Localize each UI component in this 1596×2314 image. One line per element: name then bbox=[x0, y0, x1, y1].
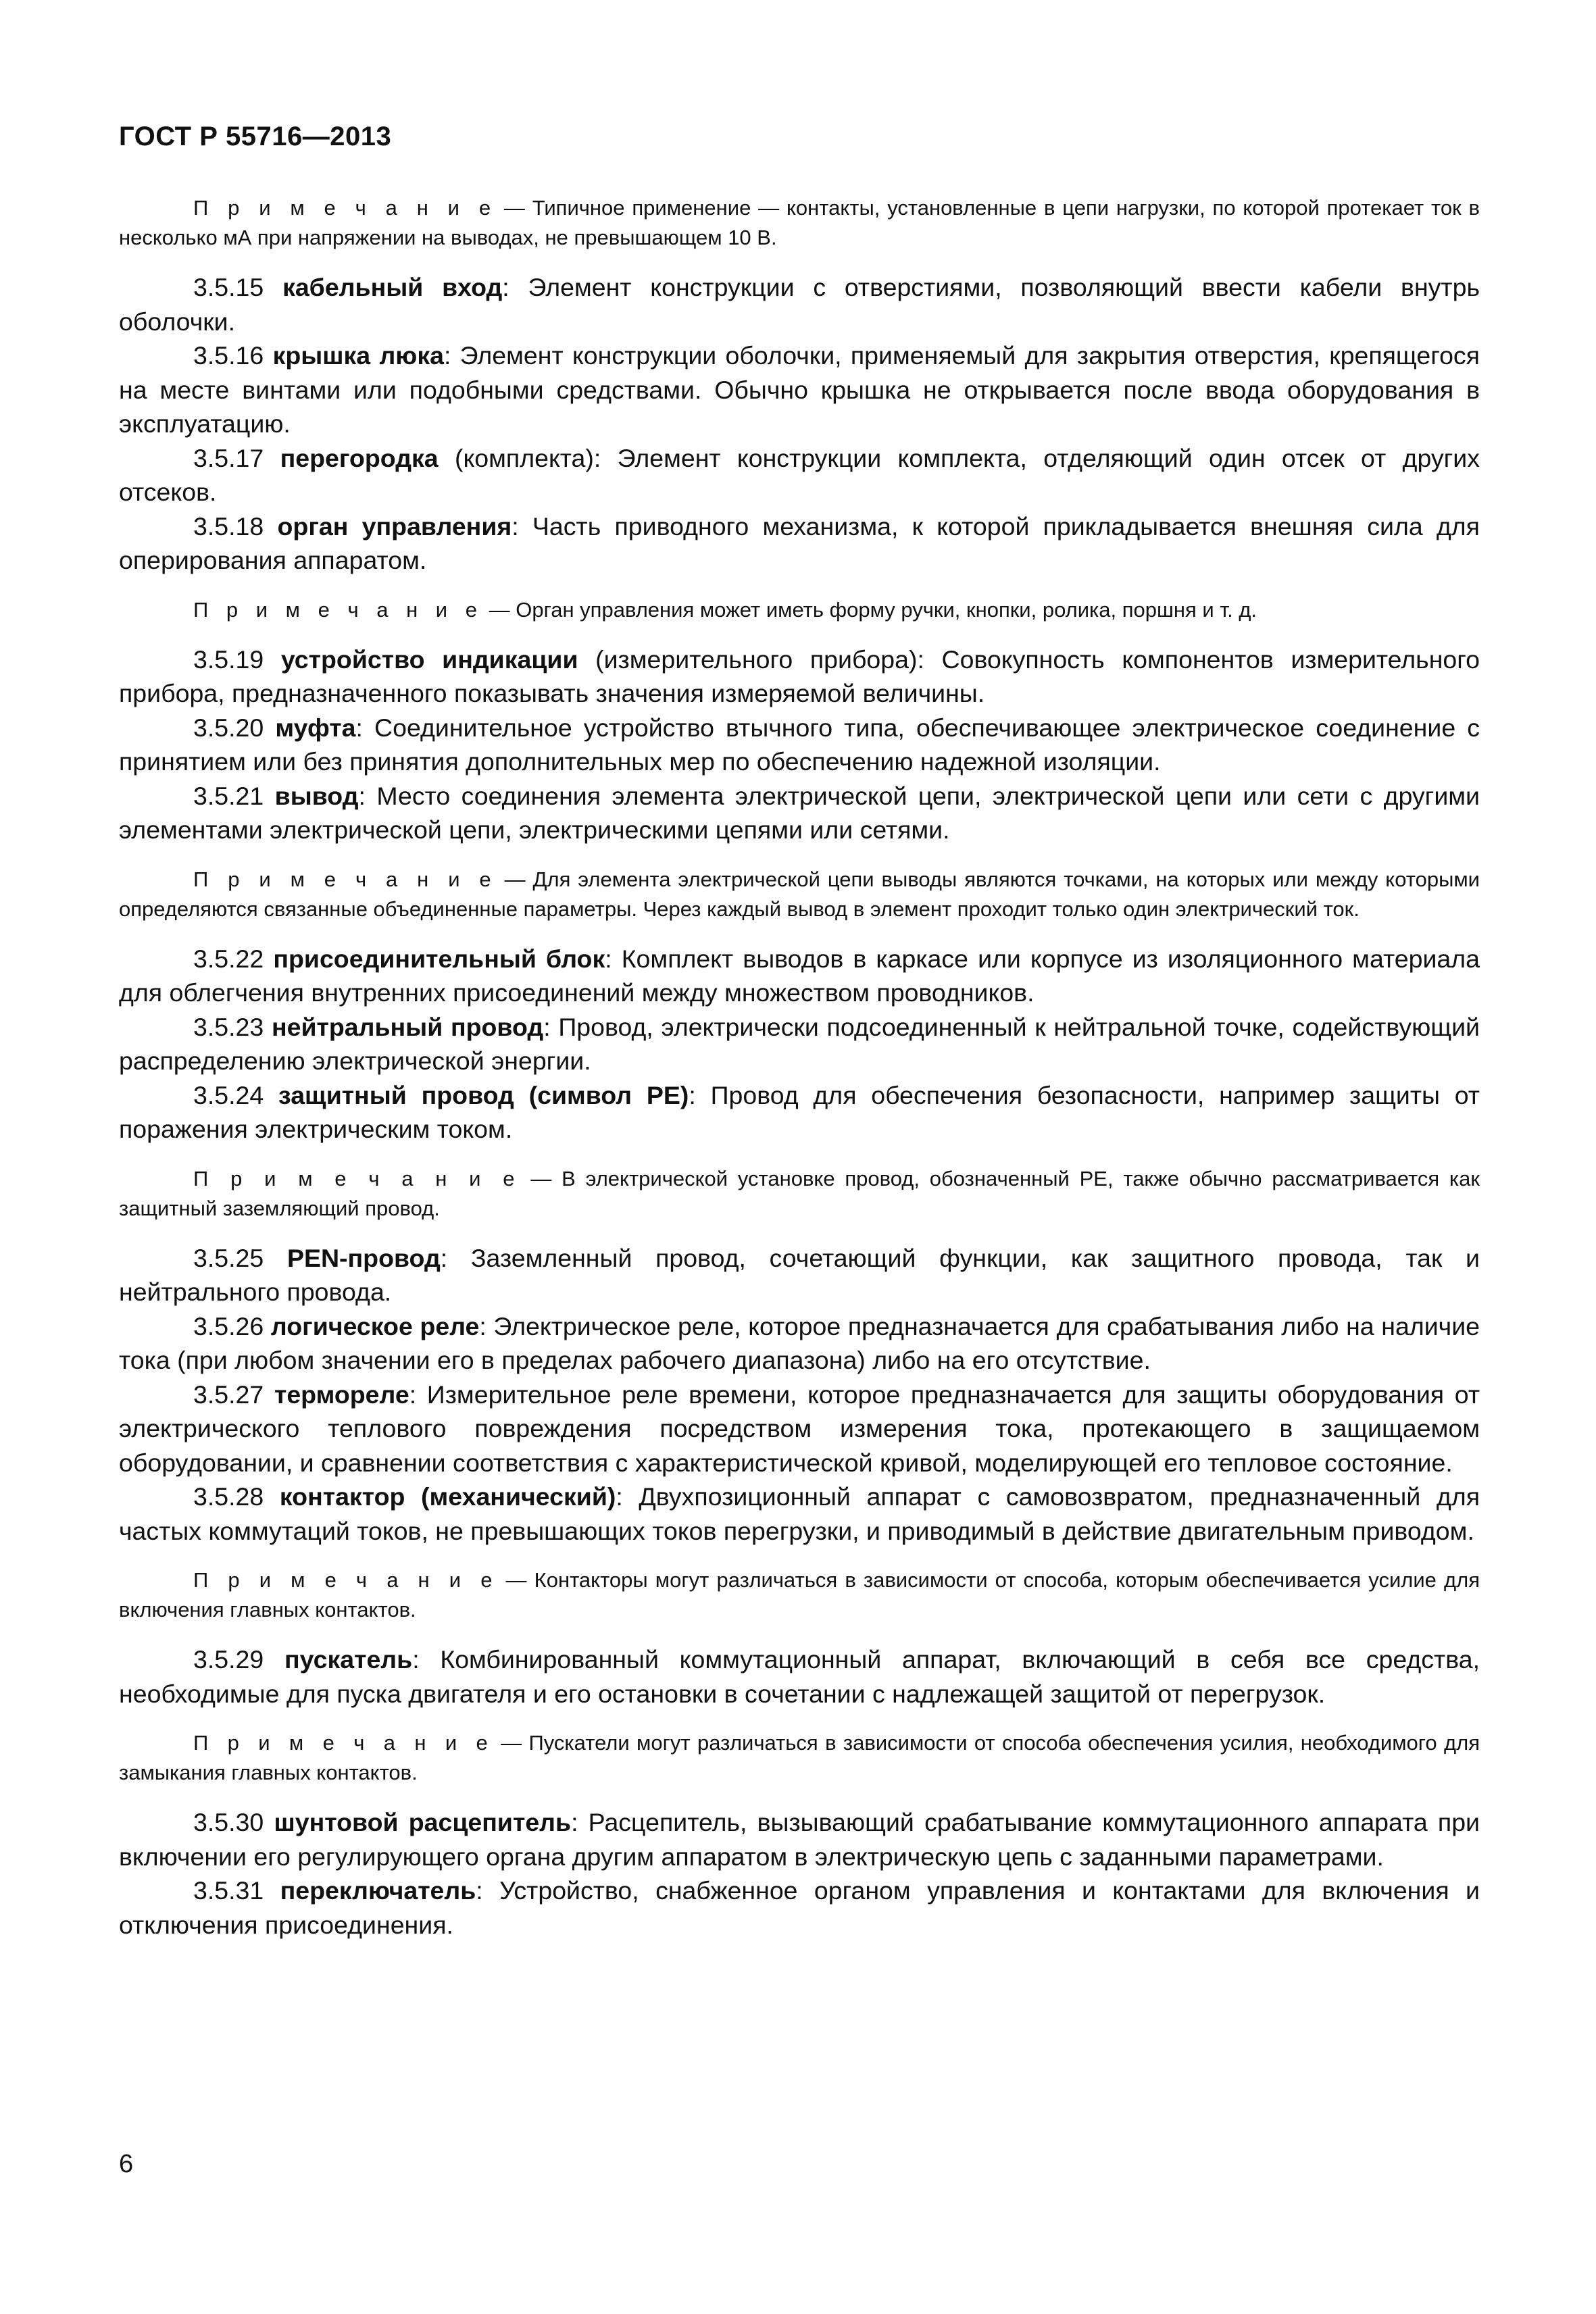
note-label: П р и м е ч а н и е bbox=[193, 1166, 521, 1190]
note-dash: — bbox=[520, 1166, 562, 1190]
term-number: 3.5.26 bbox=[193, 1311, 264, 1340]
term-definition bbox=[119, 1378, 1480, 1480]
term-definition bbox=[119, 1309, 1480, 1378]
term-number: 3.5.15 bbox=[193, 273, 264, 301]
note-text: Орган управления может иметь форму ручки, кнопки, ролика, поршня и т. д. bbox=[516, 597, 1257, 622]
term-definition bbox=[119, 338, 1480, 441]
term-text: : Расцепитель, вызывающий срабатывание коммутационного аппарата при включении его регулирующего органа другим аппаратом в электрическую цепь с заданными параметрами. bbox=[119, 1808, 1480, 1871]
term-number: 3.5.22 bbox=[193, 944, 264, 973]
term-title: логическое реле bbox=[270, 1311, 480, 1340]
note-label: П р и м е ч а н и е bbox=[193, 867, 497, 891]
term-definition bbox=[119, 1642, 1480, 1711]
term-definition bbox=[119, 711, 1480, 779]
note-dash: — bbox=[493, 1731, 529, 1755]
note-text: Пускатели могут различаться в зависимости от способа обеспечения усилия, необходимого для замыкания главных контактов. bbox=[119, 1731, 1480, 1784]
term-text: : Элемент конструкции с отверстиями, позволяющий ввести кабели внутрь оболочки. bbox=[119, 273, 1480, 336]
term-definition bbox=[119, 1480, 1480, 1548]
term-title: термореле bbox=[274, 1380, 409, 1409]
term-definition bbox=[119, 1078, 1480, 1147]
note-text: В электрической установке провод, обозначенный РЕ, также обычно рассматривается как защитный заземляющий провод. bbox=[119, 1166, 1480, 1220]
term-text: : Измерительное реле времени, которое предназначается для защиты оборудования от электрического теплового повреждения посредством измерения тока, протекающего в защищаемом оборудовании, и сравнении соответствия с характеристической кривой, моделирующей его тепловое состояние. bbox=[119, 1380, 1480, 1477]
term-title: нейтральный провод bbox=[271, 1012, 544, 1041]
term-text: (измерительного прибора): Совокупность компонентов измерительного прибора, предназначенного показывать значения измеряемой величины. bbox=[119, 645, 1480, 707]
term-number: 3.5.28 bbox=[193, 1482, 264, 1511]
term-title: муфта bbox=[275, 713, 356, 742]
term-text: : Провод, электрически подсоединенный к нейтральной точке, содействующий распределению электрической энергии. bbox=[119, 1012, 1480, 1075]
document-body bbox=[119, 193, 1480, 1942]
term-title: устройство индикации bbox=[280, 645, 578, 674]
note-label: П р и м е ч а н и е bbox=[193, 1731, 494, 1755]
term-title: орган управления bbox=[277, 511, 512, 540]
note-label: П р и м е ч а н и е bbox=[193, 597, 483, 622]
term-text: : Комплект выводов в каркасе или корпусе из изоляционного материала для облегчения внутренних присоединений между множеством проводников. bbox=[119, 944, 1480, 1007]
term-definition bbox=[119, 942, 1480, 1010]
term-text: : Элемент конструкции оболочки, применяемый для закрытия отверстия, крепящегося на месте винтами или подобными средствами. Обычно крышка не открывается после ввода оборудования в эксплуатацию. bbox=[119, 341, 1480, 438]
term-text: : Соединительное устройство втычного типа, обеспечивающее электрическое соединение с принятием или без принятия дополнительных мер по обеспечению надежной изоляции. bbox=[119, 713, 1480, 776]
term-text: : Двухпозиционный аппарат с самовозвратом, предназначенный для частых коммутаций токов, не превышающих токов перегрузки, и приводимый в действие двигательным приводом. bbox=[119, 1482, 1480, 1545]
note bbox=[119, 1565, 1480, 1625]
term-text: : Часть приводного механизма, к которой прикладывается внешняя сила для оперирования аппаратом. bbox=[119, 511, 1480, 574]
term-title: крышка люка bbox=[272, 341, 444, 370]
term-number: 3.5.17 bbox=[193, 443, 264, 472]
term-number: 3.5.24 bbox=[193, 1080, 264, 1109]
term-definition bbox=[119, 1241, 1480, 1309]
term-title: контактор (механический) bbox=[279, 1482, 616, 1511]
term-definition bbox=[119, 1010, 1480, 1078]
term-number: 3.5.31 bbox=[193, 1876, 264, 1905]
term-number: 3.5.20 bbox=[193, 713, 264, 742]
term-title: шунтовой расцепитель bbox=[274, 1808, 572, 1836]
note bbox=[119, 1728, 1480, 1788]
term-title: PEN-провод bbox=[286, 1243, 441, 1272]
term-title: пускатель bbox=[284, 1645, 413, 1674]
note bbox=[119, 193, 1480, 253]
term-definition bbox=[119, 1805, 1480, 1873]
term-text: : Заземленный провод, сочетающий функции, как защитного провода, так и нейтрального провода. bbox=[119, 1243, 1480, 1306]
term-definition bbox=[119, 441, 1480, 509]
term-number: 3.5.30 bbox=[193, 1808, 264, 1836]
term-title: переключатель bbox=[280, 1876, 476, 1905]
term-text: : Электрическое реле, которое предназначается для срабатывания либо на наличие тока (при любом значении его в пределах рабочего диапазона) либо на его отсутствие. bbox=[119, 1311, 1480, 1374]
term-definition bbox=[119, 1873, 1480, 1942]
term-definition bbox=[119, 270, 1480, 338]
term-title: присоединительный блок bbox=[273, 944, 605, 973]
term-number: 3.5.19 bbox=[193, 645, 264, 674]
term-definition bbox=[119, 643, 1480, 711]
term-title: перегородка bbox=[280, 443, 439, 472]
term-title: кабельный вход bbox=[282, 273, 503, 301]
note-dash: — bbox=[482, 597, 516, 622]
term-text: : Комбинированный коммутационный аппарат, включающий в себя все средства, необходимые для пуска двигателя и его остановки в сочетании с надлежащей защитой от перегрузок. bbox=[119, 1645, 1480, 1708]
page-number: 6 bbox=[119, 2150, 134, 2178]
term-number: 3.5.23 bbox=[193, 1012, 264, 1041]
term-definition bbox=[119, 779, 1480, 847]
term-number: 3.5.27 bbox=[193, 1380, 264, 1409]
note-dash: — bbox=[498, 1568, 534, 1592]
note-label: П р и м е ч а н и е bbox=[193, 1568, 499, 1592]
note-text: Типичное применение — контакты, установленные в цепи нагрузки, по которой протекает ток в несколько мА при напряжении на выводах, не превышающем 10 В. bbox=[119, 196, 1480, 249]
term-title: вывод bbox=[274, 781, 359, 810]
term-number: 3.5.18 bbox=[193, 511, 264, 540]
term-number: 3.5.16 bbox=[193, 341, 264, 370]
term-number: 3.5.21 bbox=[193, 781, 264, 810]
document-header: ГОСТ Р 55716—2013 bbox=[119, 122, 392, 151]
term-text: : Устройство, снабженное органом управления и контактами для включения и отключения присоединения. bbox=[119, 1876, 1480, 1939]
term-number: 3.5.25 bbox=[193, 1243, 264, 1272]
term-definition bbox=[119, 509, 1480, 578]
term-text: : Место соединения элемента электрической цепи, электрической цепи или сети с другими элементами электрической цепи, электрическими цепями или сетями. bbox=[119, 781, 1480, 844]
note-text: Для элемента электрической цепи выводы являются точками, на которых или между которыми определяются связанные объединенные параметры. Через каждый вывод в элемент проходит только один электрический ток. bbox=[119, 867, 1480, 921]
term-text: (комплекта): Элемент конструкции комплекта, отделяющий один отсек от других отсеков. bbox=[119, 443, 1480, 506]
note-text: Контакторы могут различаться в зависимости от способа, которым обеспечивается усилие для включения главных контактов. bbox=[119, 1568, 1480, 1621]
term-number: 3.5.29 bbox=[193, 1645, 264, 1674]
term-text: : Провод для обеспечения безопасности, например защиты от поражения электрическим током. bbox=[119, 1080, 1480, 1143]
note-dash: — bbox=[497, 867, 533, 891]
note bbox=[119, 865, 1480, 924]
note-dash: — bbox=[497, 196, 532, 220]
note bbox=[119, 595, 1480, 625]
note-label: П р и м е ч а н и е bbox=[193, 196, 497, 220]
note bbox=[119, 1164, 1480, 1224]
term-title: защитный провод (символ РЕ) bbox=[278, 1080, 689, 1109]
